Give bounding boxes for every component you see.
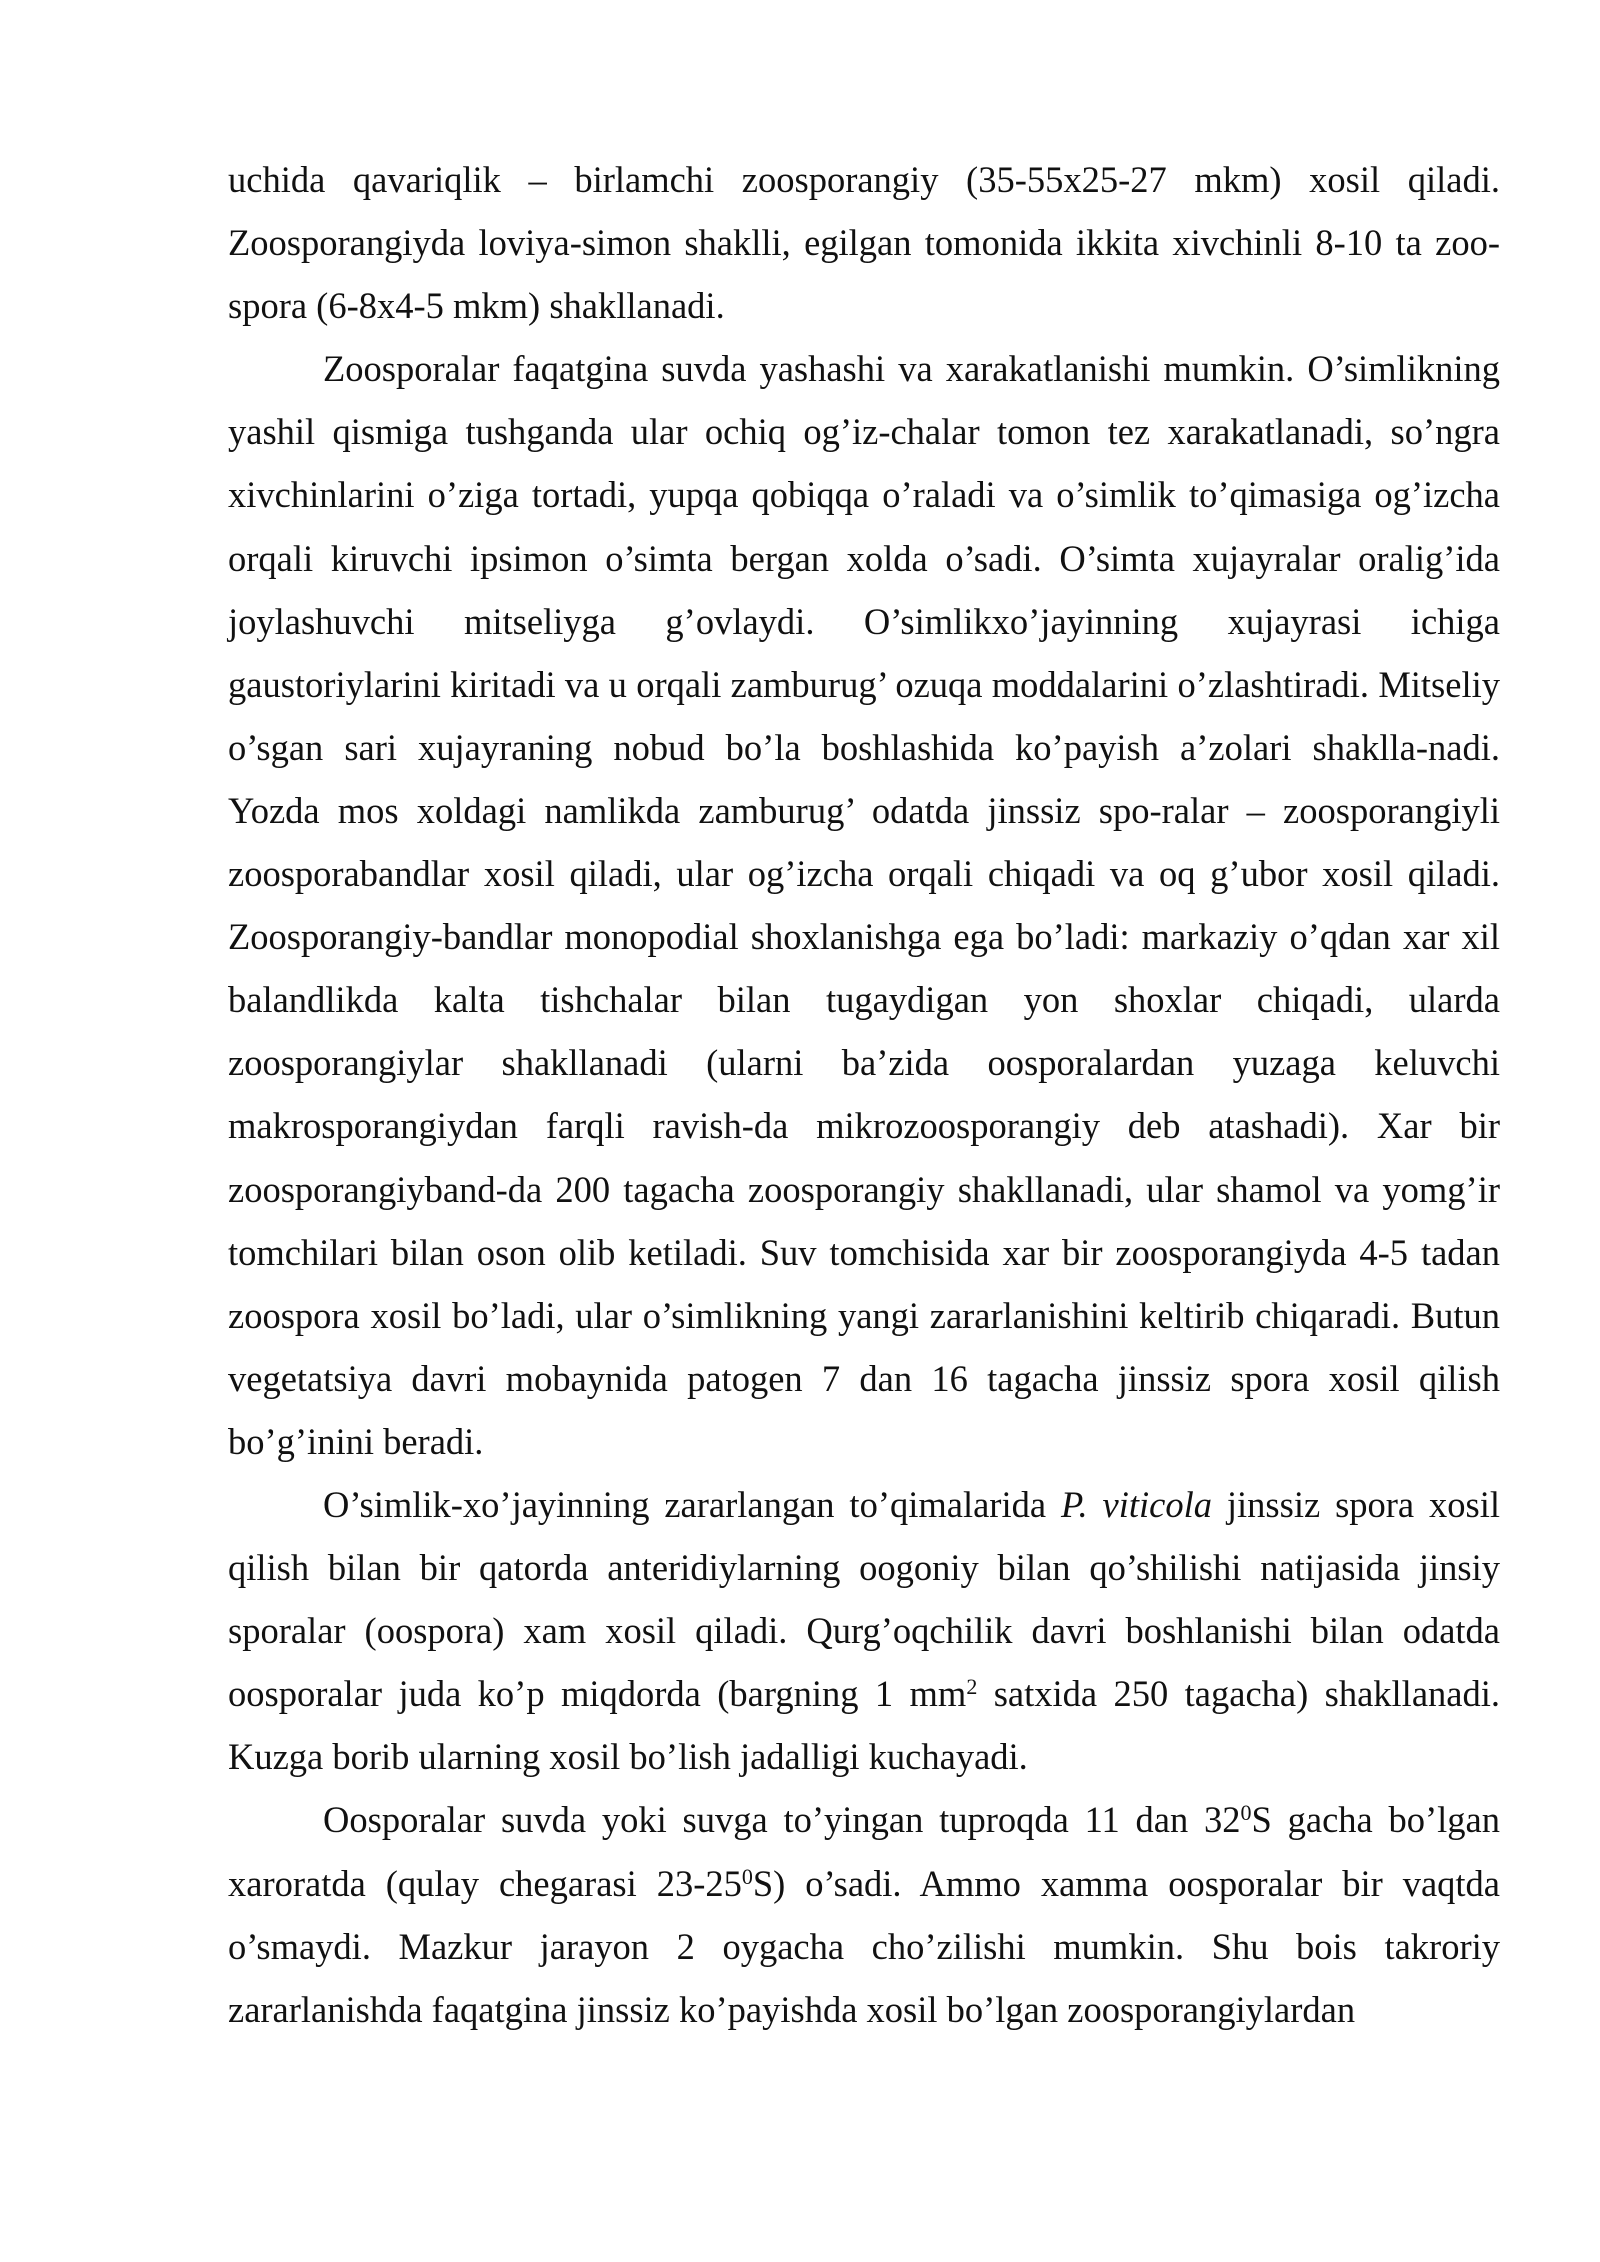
- superscript: 0: [741, 1863, 753, 1889]
- paragraph-p3: [228, 1473, 1500, 1788]
- superscript: 0: [1240, 1800, 1252, 1826]
- text-segment: O’simlik-xo’jayinning zararlangan to’qimalarida: [323, 1483, 1061, 1525]
- text-segment: jinssiz spora xosil qilish bilan bir qatorda anteridiylarning oogoniy bilan qo’shilishi natijasida jinsiy sporalar (oospora) xam xosil qiladi. Qurg’oqchilik davri boshlanishi bilan odatda oosporalar juda ko’p miqdorda (bargning 1 mm: [228, 1483, 1501, 1715]
- superscript: 2: [966, 1674, 978, 1700]
- text-segment: satxida 250 tagacha) shakllanadi. Kuzga borib ularning xosil bo’lish jadalligi kuchayadi.: [228, 1673, 1500, 1778]
- italic-species-name: P. viticola: [1060, 1483, 1213, 1525]
- paragraph-p1: [228, 148, 1500, 337]
- text-segment: S) o’sadi. Ammo xamma oosporalar bir vaqtda o’smaydi. Mazkur jarayon 2 oygacha cho’zilishi mumkin. Shu bois takroriy zararlanishda faqatgina jinssiz ko’payishda xosil bo’lgan zoosporangiylardan: [228, 1862, 1500, 2030]
- paragraph-p2: [228, 337, 1500, 1473]
- text-segment: Zoosporalar faqatgina suvda yashashi va xarakatlanishi mumkin. O’simlikning yashil qismiga tushganda ular ochiq og’iz-chalar tomon tez xarakatlanadi, so’ngra xivchinlarini o’ziga tortadi, yupqa qobiqqa o’raladi va o’simlik to’qimasiga og’izcha orqali kiruvchi ipsimon o’simta bergan xolda o’sadi. O’simta xujayralar oralig’ida joylashuvchi mitseliyga g’ovlaydi. O’simlikxo’jayinning xujayrasi ichiga gaustoriylarini kiritadi va u orqali zamburug’ ozuqa moddalarini o’zlashtiradi. Mitseliy o’sgan sari xujayraning nobud bo’la boshlashida ko’payish a’zolari shaklla-nadi. Yozda mos xoldagi namlikda zamburug’ odatda jinssiz spo-ralar – zoosporangiyli zoosporabandlar xosil qiladi, ular og’izcha orqali chiqadi va oq g’ubor xosil qiladi. Zoosporangiy-bandlar monopodial shoxlanishga ega bo’ladi: markaziy o’qdan xar xil balandlikda kalta tishchalar bilan tugaydigan yon shoxlar chiqadi, ularda zoosporangiylar shakllanadi (ularni ba’zida oosporalardan yuzaga keluvchi makrosporangiydan farqli ravish-da mikrozoosporangiy deb atashadi). Xar bir zoosporangiyband-da 200 tagacha zoosporangiy shakllanadi, ular shamol va yomg’ir tomchilari bilan oson olib ketiladi. Suv tomchisida xar bir zoosporangiyda 4-5 tadan zoospora xosil bo’ladi, ular o’simlikning yangi zararlanishini keltirib chiqaradi. Butun vegetatsiya davri mobaynida patogen 7 dan 16 tagacha jinssiz spora xosil qilish bo’g’inini beradi.: [228, 348, 1500, 1462]
- paragraph-p4: [228, 1788, 1500, 2040]
- text-segment: S gacha bo’lgan xaroratda (qulay chegarasi 23-25: [228, 1799, 1500, 1904]
- text-segment: uchida qavariqlik – birlamchi zoosporangiy (35-55x25-27 mkm) xosil qiladi. Zoosporangiyda loviya-simon shaklli, egilgan tomonida ikkita xivchinli 8-10 ta zoo-spora (6-8x4-5 mkm) shakllanadi.: [228, 159, 1500, 327]
- text-segment: Oosporalar suvda yoki suvga to’yingan tuproqda 11 dan 32: [323, 1799, 1241, 1841]
- document-page: [228, 148, 1500, 2041]
